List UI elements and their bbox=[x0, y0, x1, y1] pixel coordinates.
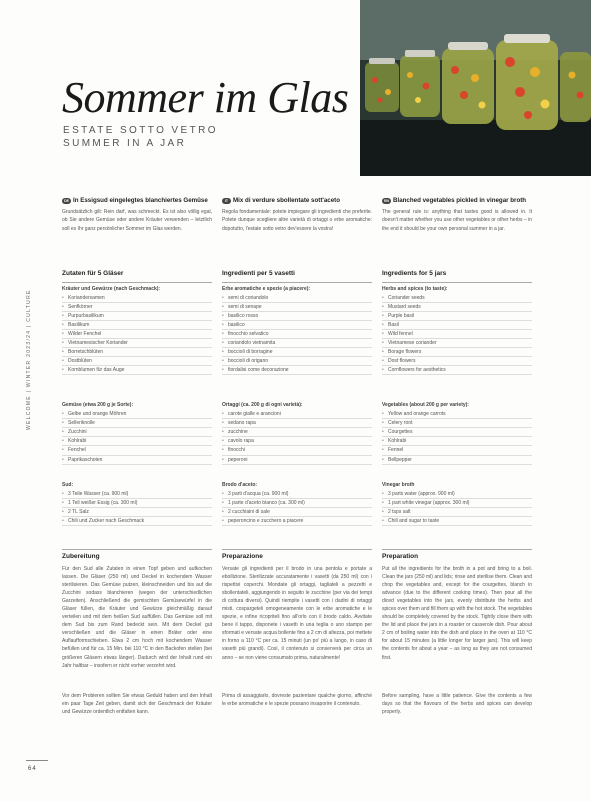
brine-title: Brodo d'aceto: bbox=[222, 482, 258, 488]
vegetables-title: Vegetables (about 200 g per variety): bbox=[382, 402, 469, 408]
page-number: 64 bbox=[28, 766, 37, 772]
list-item: • finocchi bbox=[222, 446, 372, 455]
list-item: • Basil bbox=[382, 321, 532, 330]
list-item: • Fenchel bbox=[62, 446, 212, 455]
herbs-title: Herbs and spices (to taste): bbox=[382, 285, 448, 292]
ingredients-title: Ingredients for 5 jars bbox=[382, 270, 447, 277]
preparation-section bbox=[382, 549, 532, 662]
note-section bbox=[62, 692, 212, 716]
list-item: • 1 parte d'aceto bianco (ca. 300 ml) bbox=[222, 499, 372, 508]
preparation-title: Preparation bbox=[382, 553, 419, 560]
herbs-list bbox=[62, 294, 212, 376]
list-item: • 1 Teil weißer Essig (ca. 300 ml) bbox=[62, 499, 212, 508]
list-item: • fiordalisi come decorazione bbox=[222, 366, 372, 375]
list-item: • peperoni bbox=[222, 456, 372, 465]
subtitle-english: SUMMER IN A JAR bbox=[63, 138, 187, 149]
list-item: • Senfkörner bbox=[62, 303, 212, 312]
ingredients-title: Zutaten für 5 Gläser bbox=[62, 270, 124, 277]
recipe-intro: The general rule is: anything that tastes good is allowed in. It doesn't matter whether you use other vegetables or other herbs – in the end it should be your own personal summer in a jar. bbox=[382, 209, 532, 232]
recipe-heading-text: Blanched vegetables pickled in vinegar broth bbox=[393, 197, 527, 204]
vegetables-section bbox=[62, 401, 212, 465]
list-item: • carote gialle e arancioni bbox=[222, 410, 372, 419]
language-badge: IT bbox=[222, 198, 231, 204]
brine-list bbox=[62, 490, 212, 526]
brine-list bbox=[382, 490, 532, 526]
ingredients-section bbox=[62, 269, 212, 375]
list-item: • Bellpepper bbox=[382, 456, 532, 465]
recipe-heading bbox=[62, 197, 212, 205]
list-item: • basilico rosso bbox=[222, 312, 372, 321]
brine-title: Vinegar broth bbox=[382, 482, 415, 488]
preparation-text: Für den Sud alle Zutaten in einen Topf geben und aufkochen lassen. Die Gläser (250 ml) und Deckel in kochendem Wasser sterilisieren. Das Gemüse putzen, kleinschneiden und bis auf die Zucchini sodass blanchieren (wegen der unterschiedlichen Garzeiten). Anschließend die gemischten Gemüsewürfel in die Gläser füllen, die Kräuter und Gewürze gleichmäßig darauf verteilen und mit dem heißen Sud auffüllen. Das Gemüse soll mit dem Sud bis zum Rand bedeckt sein. Mit dem Deckel gut verschließen und die Gläser in einen Bräter oder eine Auflaufformschieben. Etwa 2 cm hoch mit kochendem Wasser befüllen und für ca. 15 Min. bei 110 °C in den Backofen stellen (bei größeren Gläsern etwas länger). Dadurch wird der Inhalt rund ein Jahr haltbar – insofern er nicht vorher verzehrt wird. bbox=[62, 565, 212, 669]
list-item: • Basilikum bbox=[62, 321, 212, 330]
language-badge: EN bbox=[382, 198, 391, 204]
list-item: • Purple basil bbox=[382, 312, 532, 321]
list-item: • 3 Teile Wasser (ca. 900 ml) bbox=[62, 490, 212, 499]
list-item: • Chili und Zucker nach Geschmack bbox=[62, 517, 212, 526]
list-item: • 1 part white vinegar (approx. 300 ml) bbox=[382, 499, 532, 508]
herbs-title: Erbe aromatiche e spezie (a piacere): bbox=[222, 285, 311, 292]
list-item: • Zucchini bbox=[62, 428, 212, 437]
list-item: • sedano rapa bbox=[222, 419, 372, 428]
vegetables-list bbox=[382, 410, 532, 465]
list-item: • semi di senape bbox=[222, 303, 372, 312]
list-item: • Borretschblüten bbox=[62, 348, 212, 357]
list-item: • Courgettes bbox=[382, 428, 532, 437]
brine-section bbox=[382, 481, 532, 526]
vegetables-list bbox=[222, 410, 372, 465]
list-item: • 2 TL Salz bbox=[62, 508, 212, 517]
section-rule bbox=[382, 282, 532, 283]
list-item: • basilico bbox=[222, 321, 372, 330]
preparation-title: Zubereitung bbox=[62, 553, 100, 560]
list-item: • coriandolo vietnamita bbox=[222, 339, 372, 348]
list-item: • boccioli di borragine bbox=[222, 348, 372, 357]
section-sidebar: WELCOME | WINTER 2023/24 | CULTURE bbox=[26, 289, 32, 430]
list-item: • 3 parti d'acqua (ca. 900 ml) bbox=[222, 490, 372, 499]
list-item: • Koriandersamen bbox=[62, 294, 212, 303]
preparation-section bbox=[222, 549, 372, 662]
preparation-section bbox=[62, 549, 212, 670]
list-item: • Gelbe und orange Möhren bbox=[62, 410, 212, 419]
list-item: • Dostblüten bbox=[62, 357, 212, 366]
vegetables-section bbox=[222, 401, 372, 465]
section-rule bbox=[222, 549, 372, 550]
recipe-heading bbox=[382, 197, 532, 205]
list-item: • Kohlrabi bbox=[382, 437, 532, 446]
tasting-note: Prima di assaggiarlo, dovreste pazientare qualche giorno, affinché le erbe aromatiche e le spezie possano insaporire il contenuto. bbox=[222, 693, 372, 708]
list-item: • 2 tsps salt bbox=[382, 508, 532, 517]
recipe-intro: Grundsätzlich gilt: Rein darf, was schmeckt. Es ist also völlig egal, ob Sie andere Gemüse oder andere Kräuter verwenden – letztlich soll es Ihr ganz persönlicher Sommer im Glas werden. bbox=[62, 209, 212, 232]
list-item: • Kohlrabi bbox=[62, 437, 212, 446]
vegetables-title: Gemüse (etwa 200 g je Sorte): bbox=[62, 402, 134, 408]
section-rule bbox=[222, 282, 372, 283]
list-item: • Chili and sugar to taste bbox=[382, 517, 532, 526]
preparation-text: Put all the ingredients for the broth in a pot and bring to a boil. Clean the jars (250 ml) and lids; rinse and sterilise them. Clean and chop the vegetables and, except for the courgettes, blanch in advance (due to the different cooking times). Then pour all the diced vegetables into the jars, evenly distribute the herbs and spices over them and fill them up with the hot stock. The vegetables should be completely covered by the stock. Tightly close them with the lid and place the jars in a roaster or casserole dish. Pour about 2 cm of boiling water into the dish and place in the oven at 110 °C for about 15 minutes (a little longer for larger jars). This will keep the contents for about a year – as long as they are not consumed first. bbox=[382, 565, 532, 661]
footer-rule bbox=[26, 760, 48, 761]
ingredients-section bbox=[382, 269, 532, 375]
recipe-intro-section bbox=[62, 197, 212, 233]
note-section bbox=[382, 692, 532, 716]
recipe-heading-text: Mix di verdure sbollentate sott'aceto bbox=[233, 197, 341, 204]
brine-list bbox=[222, 490, 372, 526]
list-item: • 2 cucchiaini di sale bbox=[222, 508, 372, 517]
list-item: • Coriander seeds bbox=[382, 294, 532, 303]
note-section bbox=[222, 692, 372, 708]
language-badge: DE bbox=[62, 198, 71, 204]
recipe-heading bbox=[222, 197, 372, 205]
list-item: • Fennel bbox=[382, 446, 532, 455]
ingredients-section bbox=[222, 269, 372, 375]
list-item: • Vietnamesischer Koriander bbox=[62, 339, 212, 348]
list-item: • Selleriknolle bbox=[62, 419, 212, 428]
list-item: • peperoncino e zucchero a piacere bbox=[222, 517, 372, 526]
list-item: • Paprikaschoten bbox=[62, 456, 212, 465]
recipe-intro-section bbox=[222, 197, 372, 233]
tasting-note: Before sampling, have a little patience. Give the contents a few days so that the flavours of the herbs and spices can develop properly. bbox=[382, 693, 532, 716]
tasting-note: Vor dem Probieren sollten Sie etwas Geduld haben und den Inhalt ein paar Tage Zeit geben, damit sich der Geschmack der Kräuter und Gewürze ordentlich entfalten kann. bbox=[62, 693, 212, 716]
vegetables-list bbox=[62, 410, 212, 465]
vegetables-section bbox=[382, 401, 532, 465]
list-item: • semi di coriandolo bbox=[222, 294, 372, 303]
recipe-intro-section bbox=[382, 197, 532, 233]
list-item: • finocchio selvatico bbox=[222, 330, 372, 339]
list-item: • Cornflowers for aesthetics bbox=[382, 366, 532, 375]
preparation-title: Preparazione bbox=[222, 553, 263, 560]
list-item: • Wilder Fenchel bbox=[62, 330, 212, 339]
page-title: Sommer im Glas bbox=[62, 73, 349, 122]
section-rule bbox=[62, 282, 212, 283]
recipe-heading-text: In Essigsud eingelegtes blanchiertes Gemüse bbox=[73, 197, 208, 204]
list-item: • zucchine bbox=[222, 428, 372, 437]
brine-title: Sud: bbox=[62, 482, 74, 488]
ingredients-title: Ingredienti per 5 vasetti bbox=[222, 270, 295, 277]
vegetables-title: Ortaggi (ca. 200 g di ogni varietà): bbox=[222, 402, 303, 408]
list-item: • boccioli di origano bbox=[222, 357, 372, 366]
brine-section bbox=[222, 481, 372, 526]
list-item: • Kornblumen für das Auge bbox=[62, 366, 212, 375]
photo-jars bbox=[360, 0, 591, 176]
list-item: • Vietnamese coriander bbox=[382, 339, 532, 348]
brine-section bbox=[62, 481, 212, 526]
herbs-list bbox=[382, 294, 532, 376]
subtitle-italian: ESTATE SOTTO VETRO bbox=[63, 125, 218, 136]
section-rule bbox=[62, 549, 212, 550]
list-item: • Mustard seeds bbox=[382, 303, 532, 312]
list-item: • Purpurbasilikum bbox=[62, 312, 212, 321]
list-item: • Borage flowers bbox=[382, 348, 532, 357]
list-item: • Yellow and orange carrots bbox=[382, 410, 532, 419]
list-item: • cavolo rapa bbox=[222, 437, 372, 446]
recipe-intro: Regola fondamentale: potete impiegare gli ingredienti che preferite. Potete dunque scegliere altre varietà di ortaggi o erbe aromatiche: dopotutto, l'estate sotto vetro dev'essere la vostra! bbox=[222, 209, 372, 232]
preparation-text: Versate gli ingredienti per il brodo in una pentola e portate a ebollizione. Sterilizzate accuratamente i vasetti (da 250 ml) con i rispettivi coperchi. Mondate gli ortaggi, tagliateli a pezzetti e sbollentateli, aggiungendo in seguito le zucchine (per via dei tempi di cottura diversi). Quindi riempite i vasetti con i dadini di ortaggi misti, cospargeteli omogeneamente con le erbe aromatiche e le spezie, e infine ricopriteli fino all'orlo con il brodo caldo. Avvitate bene il tappo, disponete i vasetti in una teglia o uno stampo per sformati e versate acqua bollente fino a 2 cm di altezza, poi mettete in forno a 110 °C per ca. 15 minuti (un po' più a lungo, in caso di vasetti più grandi). Così, il contenuto si conserverà per circa un anno – se non viene consumato prima, naturalmente! bbox=[222, 565, 372, 661]
section-rule bbox=[382, 549, 532, 550]
jars-illustration bbox=[360, 0, 591, 176]
list-item: • Dost flowers bbox=[382, 357, 532, 366]
list-item: • 3 parts water (approx. 900 ml) bbox=[382, 490, 532, 499]
list-item: • Wild fennel bbox=[382, 330, 532, 339]
list-item: • Celery root bbox=[382, 419, 532, 428]
herbs-title: Kräuter und Gewürze (nach Geschmack): bbox=[62, 285, 161, 292]
herbs-list bbox=[222, 294, 372, 376]
